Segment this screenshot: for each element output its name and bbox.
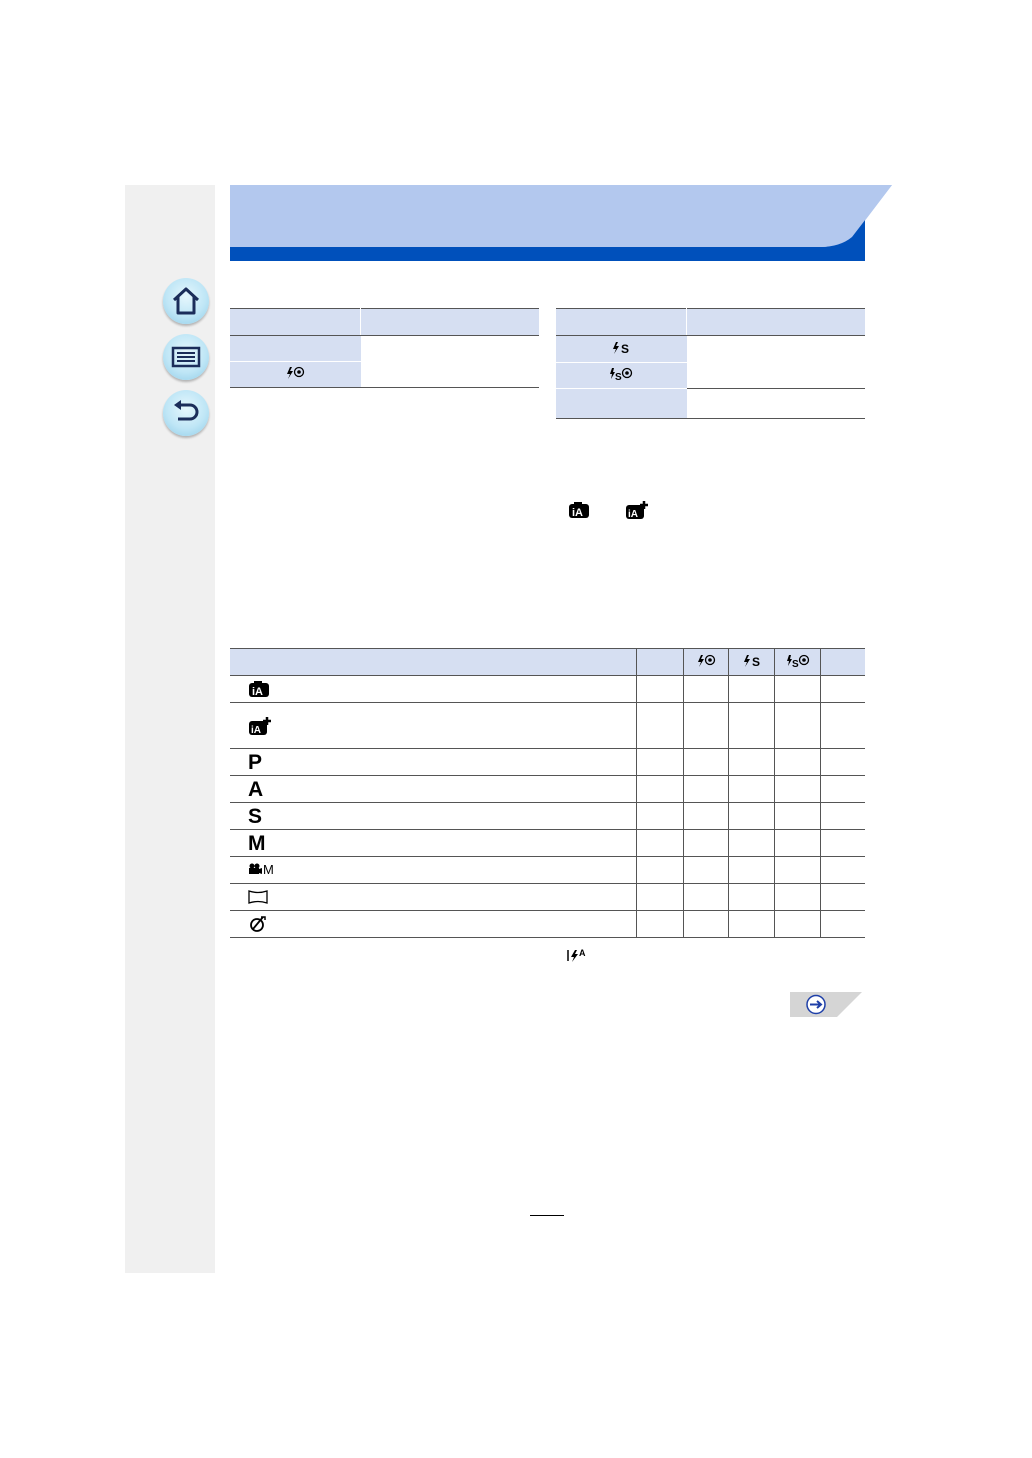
table-row [230,362,361,388]
flash-slow-sync-icon [742,654,762,668]
table-row [687,389,866,419]
shutter-mode-label: S [248,804,263,828]
table-row [230,749,865,776]
svg-text:S: S [621,341,630,355]
table-row [230,676,865,703]
ia-mode-icon [568,501,590,519]
auto-flash-icon [230,336,361,362]
mode-cell [230,749,636,776]
table-header-cell [636,649,683,676]
table-header-cell [683,649,729,676]
flash-table-2 [556,308,865,419]
home-icon [170,285,202,317]
table-header-cell [361,309,540,336]
table-header-cell [821,649,865,676]
table-row [230,776,865,803]
table-row [230,703,865,749]
table-row [556,363,687,389]
ia-mode-icon [248,680,270,698]
svg-text:S: S [791,658,799,668]
table-row [230,911,865,938]
aperture-mode-label: A [248,777,264,801]
flash-slow-sync-red-eye-icon [785,654,811,668]
program-mode-label: P [248,750,263,774]
ia-plus-mode-icon [248,716,272,736]
table-row [230,830,865,857]
flash-slow-sync-icon [611,341,631,355]
flash-slow-sync-red-eye-icon [608,367,634,381]
table-header-cell [775,649,821,676]
svg-text:iA: iA [572,507,583,519]
svg-text:A: A [579,948,586,958]
back-arrow-icon [170,397,202,429]
flash-availability-table [230,648,865,938]
table-row [687,336,866,389]
creative-video-mode-icon [248,862,274,877]
mode-cell [230,703,636,749]
mode-cell [230,911,636,938]
contents-button[interactable] [163,334,209,380]
back-button[interactable] [163,390,209,436]
svg-text:iA: iA [252,686,263,698]
table-row [556,336,687,363]
mode-cell [230,776,636,803]
mode-cell [230,803,636,830]
table-header-cell [687,309,866,336]
flash-red-eye-icon [285,366,305,380]
mode-cell [230,676,636,703]
video-mode-label: M [263,861,274,877]
svg-text:S: S [751,654,760,668]
panorama-mode-icon [248,890,268,904]
table-header-cell [556,309,687,336]
svg-text:iA: iA [628,509,638,520]
svg-text:iA: iA [251,724,261,736]
table-row [361,336,540,388]
table-row [230,884,865,911]
next-page-button[interactable] [790,992,862,1017]
ia-plus-mode-icon [625,500,649,520]
page-number-underline [530,1215,564,1216]
list-icon [170,341,202,373]
mode-cell [230,857,636,884]
scene-guide-mode-icon [248,915,268,933]
auto-flash-a-icon [566,947,588,963]
manual-mode-label: M [248,831,266,855]
mode-cell [230,830,636,857]
table-header-cell [729,649,775,676]
table-row [230,803,865,830]
mode-cell [230,884,636,911]
table-header-cell [230,649,636,676]
table-row [556,389,687,419]
home-button[interactable] [163,278,209,324]
flash-table-1 [230,308,539,388]
table-row [230,857,865,884]
section-banner [230,185,892,261]
svg-text:S: S [615,372,622,381]
table-header-cell [230,309,361,336]
flash-red-eye-icon [696,654,716,668]
